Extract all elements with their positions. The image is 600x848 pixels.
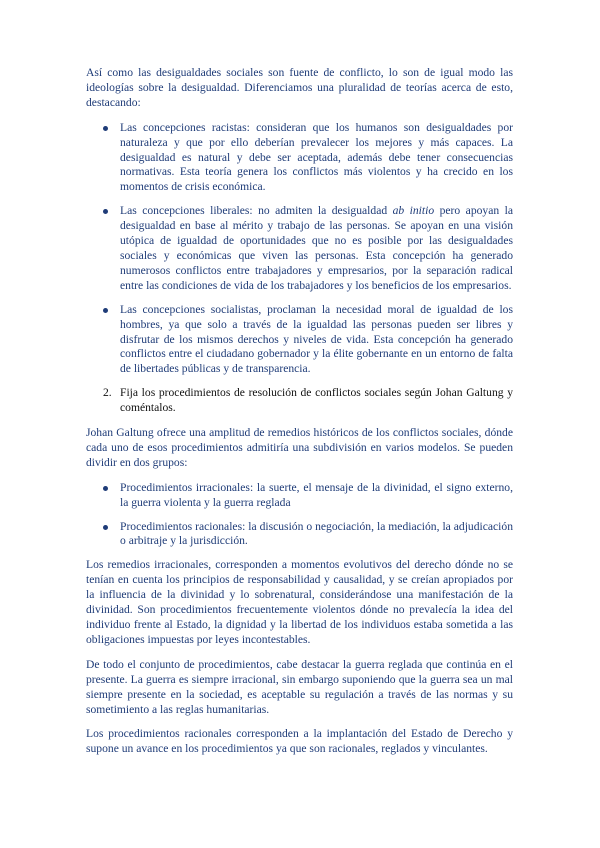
latin-emphasis: ab initio <box>392 204 435 218</box>
list-item <box>86 303 513 378</box>
question-text: Fija los procedimientos de resolución de conflictos sociales según Johan Galtung y coméntalos. <box>120 386 513 415</box>
bullet-icon <box>103 486 108 491</box>
list-item <box>86 520 513 550</box>
conception-liberal-text-after: pero apoyan la desigualdad en base al mérito y trabajo de las personas. Se apoyan en una visión utópica de igualdad de oportunidades que no es posible por las desigualdades sociales y económicas que viven las personas. Esta concepción ha generado numerosos conflictos entre trabajadores y empresarios, por la separación radical entre las condiciones de vida de los trabajadores y los beneficios de los empresarios. <box>120 204 513 292</box>
rational-procedures-paragraph: Los procedimientos racionales corresponden a la implantación del Estado de Derecho y supone un avance en los procedimientos ya que son racionales, reglados y vinculantes. <box>86 727 513 756</box>
conceptions-list <box>86 121 513 378</box>
bullet-icon <box>103 525 108 530</box>
list-item <box>86 204 513 293</box>
list-item <box>86 121 513 196</box>
list-item <box>86 481 513 511</box>
irrational-remedies-paragraph: Los remedios irracionales, corresponden a momentos evolutivos del derecho dónde no se tenían en cuenta los principios de responsabilidad y causalidad, y se creían apropiados por la influencia de la divinidad y lo sobrenatural, considerándose una manifestación de la divinidad. Son procedimientos frecuentemente violentos dónde no prevalecía la idea del individuo frente al Estado, la dignidad y la libertad de los individuos estaba sometida a las obligaciones impuestas por leyes incontestables. <box>86 558 513 646</box>
bullet-icon <box>103 126 108 131</box>
question-heading <box>86 386 513 416</box>
conception-liberal-text-before: Las concepciones liberales: no admiten la desigualdad <box>120 204 393 218</box>
bullet-icon <box>103 209 108 214</box>
question-number: 2. <box>103 386 112 400</box>
regulated-war-paragraph: De todo el conjunto de procedimientos, cabe destacar la guerra reglada que continúa en el presente. La guerra es siempre irracional, sin embargo suponiendo que la guerra sea un mal siempre presente en la sociedad, es aceptable su regulación a través de las normas y su sometimiento a las reglas humanitarias. <box>86 657 513 716</box>
conception-liberal <box>120 204 513 293</box>
intro-paragraph: Así como las desigualdades sociales son fuente de conflicto, lo son de igual modo las ideologías sobre la desigualdad. Diferenciamos una pluralidad de teorías acerca de esto, destacando: <box>86 66 513 109</box>
conception-socialist: Las concepciones socialistas, proclaman la necesidad moral de igualdad de los hombres, ya que solo a través de la igualdad las personas pueden ser libres y disfrutar de los mismos derechos y niveles de vida. Esta concepción ha generado conflictos entre el ciudadano gobernador y la élite gobernante en un entorno de falta de libertades públicas y de transparencia. <box>120 302 513 376</box>
procedure-rational: Procedimientos racionales: la discusión o negociación, la mediación, la adjudicación o arbitraje y la jurisdicción. <box>120 519 513 548</box>
galtung-intro-paragraph: Johan Galtung ofrece una amplitud de remedios históricos de los conflictos sociales, dónde cada uno de esos procedimientos admitiría una subdivisión en varios modelos. Se pueden dividir en dos grupos: <box>86 426 513 469</box>
procedures-list <box>86 481 513 550</box>
conception-racist: Las concepciones racistas: consideran que los humanos son desigualdades por naturaleza y que por ello deberían prevalecer los mejores y más capaces. La desigualdad es natural y debe ser aceptada, además debe tener consecuencias normativas. Esta teoría genera los conflictos más violentos y ha crecido en los momentos de crisis económica. <box>120 120 513 194</box>
bullet-icon <box>103 308 108 313</box>
procedure-irrational: Procedimientos irracionales: la suerte, el mensaje de la divinidad, el signo externo, la guerra violenta y la guerra reglada <box>120 480 513 509</box>
